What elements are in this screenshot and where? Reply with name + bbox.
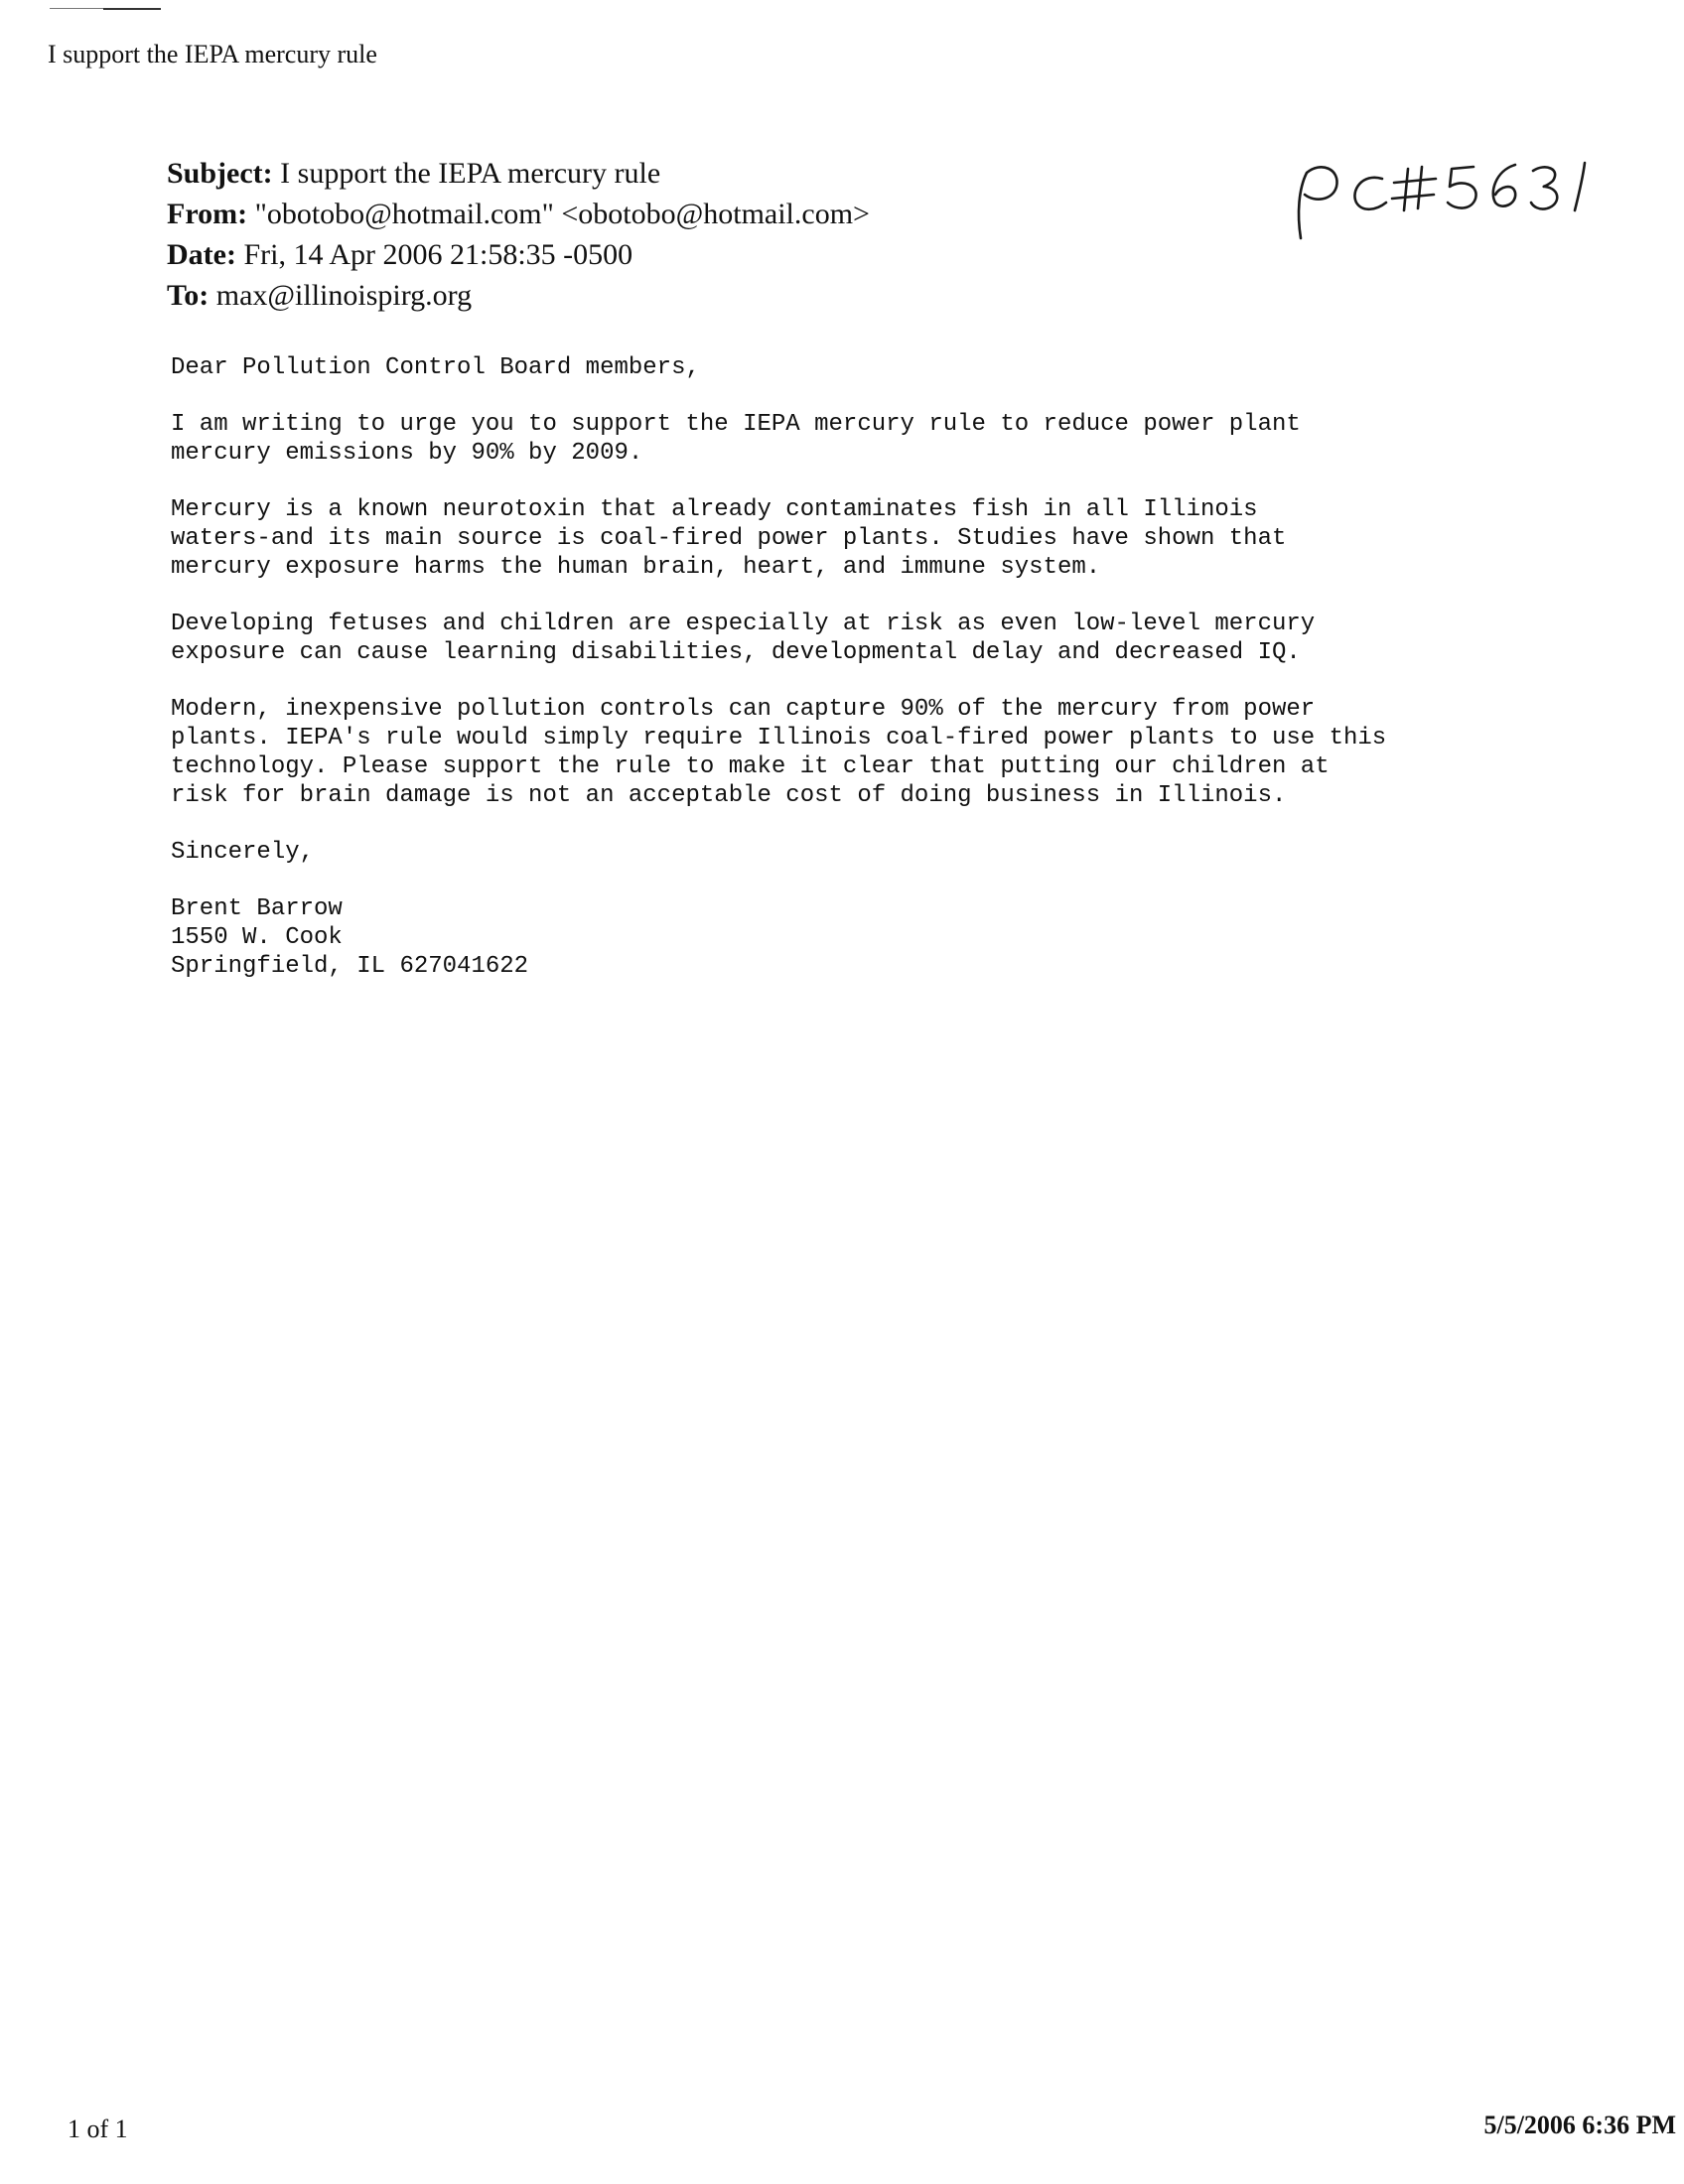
page-header-title: I support the IEPA mercury rule xyxy=(48,40,377,68)
closing: Sincerely, xyxy=(171,839,315,866)
to-value: max@illinoispirg.org xyxy=(215,279,473,312)
paragraph-1: I am writing to urge you to support the IEPA mercury rule to reduce power plant mercury emissions by 90% by 2009. xyxy=(171,411,1301,467)
paragraph-4: Modern, inexpensive pollution controls can capture 90% of the mercury from power plants. IEPA's rule would simply require Illinois coal-fired power plants to use this technology. Please support the rule to make it clear that putting our children at risk for brain damage is not an acceptable cost of doing business in Illinois. xyxy=(171,696,1387,809)
date-row xyxy=(167,234,870,275)
from-value: "obotobo@hotmail.com" <obotobo@hotmail.com> xyxy=(254,198,870,230)
page-number: 1 of 1 xyxy=(68,2115,128,2143)
handwritten-annotation xyxy=(1291,159,1599,258)
top-rule-dark xyxy=(103,8,161,10)
email-header xyxy=(167,153,870,316)
to-label: To: xyxy=(167,279,210,312)
signature-block: Brent Barrow 1550 W. Cook Springfield, IL 627041622 xyxy=(171,895,529,980)
to-row xyxy=(167,275,870,316)
subject-row xyxy=(167,153,870,194)
subject-value: I support the IEPA mercury rule xyxy=(280,157,661,190)
letter-body xyxy=(171,353,1386,1009)
print-timestamp: 5/5/2006 6:36 PM xyxy=(1483,2111,1676,2139)
from-row xyxy=(167,194,870,234)
salutation: Dear Pollution Control Board members, xyxy=(171,354,700,381)
paragraph-2: Mercury is a known neurotoxin that already contaminates fish in all Illinois waters-and its main source is coal-fired power plants. Studies have shown that mercury exposure harms the human brain, heart, and immune system. xyxy=(171,496,1287,581)
date-value: Fri, 14 Apr 2006 21:58:35 -0500 xyxy=(243,238,633,271)
from-label: From: xyxy=(167,198,248,230)
subject-label: Subject: xyxy=(167,157,273,190)
date-label: Date: xyxy=(167,238,236,271)
paragraph-3: Developing fetuses and children are especially at risk as even low-level mercury exposure can cause learning disabilities, developmental delay and decreased IQ. xyxy=(171,611,1316,666)
